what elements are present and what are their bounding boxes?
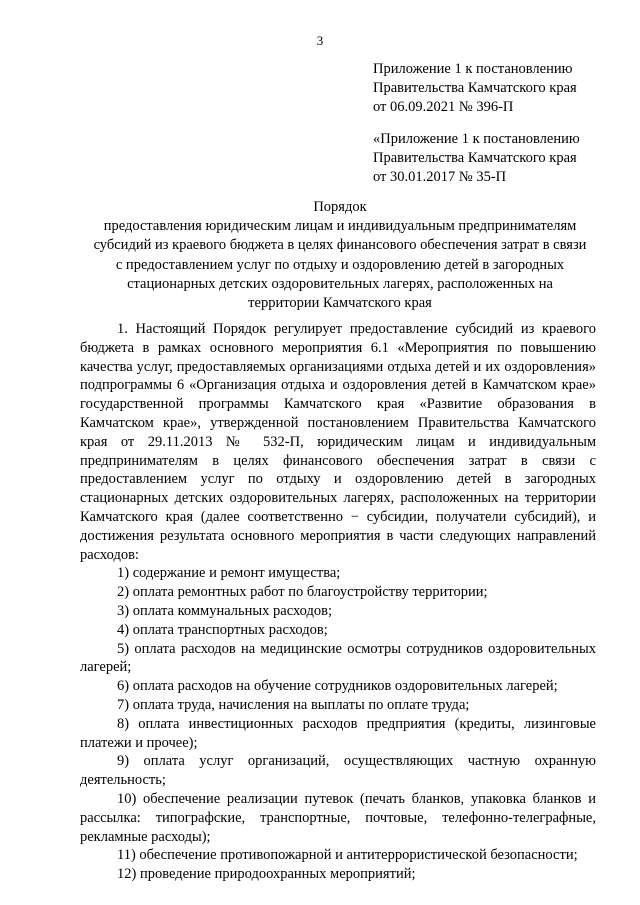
document-body: [80, 320, 596, 884]
title-line: с предоставлением услуг по отдыху и оздоровлению детей в загородных: [115, 256, 565, 273]
list-item: 4) оплата транспортных расходов;: [117, 621, 328, 638]
title-line: территории Камчатского края: [248, 295, 432, 312]
document-title: [80, 198, 600, 313]
list-item: 2) оплата ремонтных работ по благоустройству территории;: [117, 584, 488, 601]
list-item: 11) обеспечение противопожарной и антитеррористической безопасности;: [117, 847, 578, 864]
paragraph-1: 1. Настоящий Порядок регулирует предоставление субсидий из краевого бюджета в рамках основного мероприятия 6.1 «Мероприятия по повышению качества услуг, предоставляемых организациями отдыха детей и их оздоровления» подпрограммы 6 «Организация отдыха и оздоровления детей в Камчатском крае» государственной программы Камчатского края «Развитие образования в Камчатском крае», утвержденной постановлением Правительства Камчатского края от 29.11.2013 № 532-П, юридическим лицам и индивидуальным предпринимателям в целях финансового обеспечения затрат в связи с предоставлением услуг по отдыху и оздоровлению детей в загородных стационарных детских оздоровительных лагерях, расположенных на территории Камчатского края (далее соответственно − субсидии, получатели субсидий), и достижения результата основного мероприятия в части следующих направлений расходов:: [80, 321, 596, 563]
appendix-line: «Приложение 1 к постановлению: [373, 131, 580, 147]
title-heading: Порядок: [313, 199, 367, 215]
list-item: 3) оплата коммунальных расходов;: [117, 602, 332, 619]
appendix-line: Правительства Камчатского края: [373, 80, 577, 96]
list-item: 9) оплата услуг организаций, осуществляющих частную охранную деятельность;: [80, 753, 596, 789]
appendix-line: Правительства Камчатского края: [373, 150, 577, 166]
list-item: 12) проведение природоохранных мероприятий;: [117, 866, 416, 883]
appendix-line: Приложение 1 к постановлению: [373, 61, 573, 77]
title-line: предоставления юридическим лицам и индивидуальным предпринимателям: [103, 218, 577, 235]
appendix-current-reference: [373, 60, 577, 117]
title-line: субсидий из краевого бюджета в целях финансового обеспечения затрат в связи: [93, 237, 587, 254]
appendix-line: от 06.09.2021 № 396-П: [373, 99, 514, 115]
list-item: 7) оплата труда, начисления на выплаты по оплате труда;: [117, 696, 470, 713]
list-item: 6) оплата расходов на обучение сотрудников оздоровительных лагерей;: [117, 678, 558, 695]
list-item: 1) содержание и ремонт имущества;: [117, 565, 341, 582]
appendix-line: от 30.01.2017 № 35-П: [373, 169, 507, 185]
list-item: 5) оплата расходов на медицинские осмотры сотрудников оздоровительных лагерей;: [80, 640, 596, 676]
page-number: 3: [316, 33, 324, 48]
title-line: стационарных детских оздоровительных лагерях, расположенных на: [127, 275, 553, 292]
list-item: 10) обеспечение реализации путевок (печать бланков, упаковка бланков и рассылка: типографские, транспортные, почтовые, телефонно-телеграфные, рекламные расходы);: [80, 790, 596, 845]
appendix-original-reference: [373, 130, 580, 187]
list-item: 8) оплата инвестиционных расходов предприятия (кредиты, лизинговые платежи и прочее);: [80, 715, 596, 751]
